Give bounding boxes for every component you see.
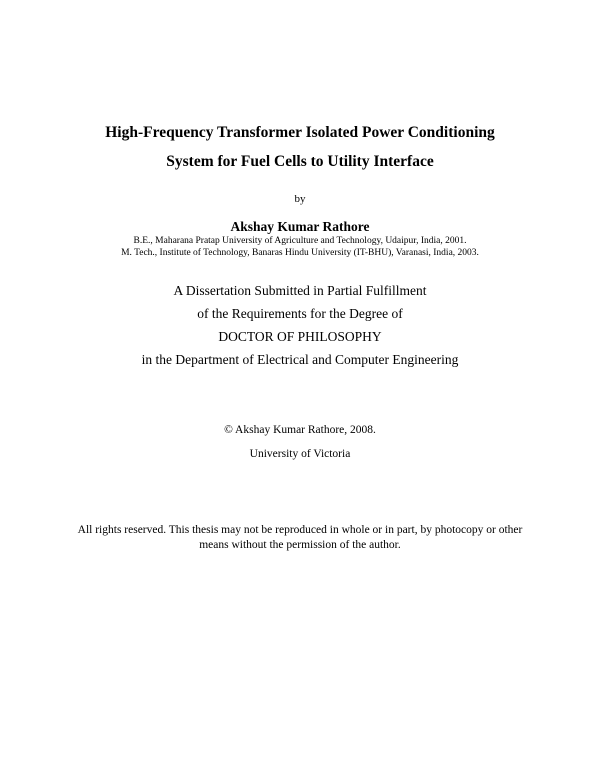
university-name: University of Victoria <box>249 448 351 460</box>
author-degree-1: B.E., Maharana Pratap University of Agriculture and Technology, Udaipur, India, 2001. <box>133 236 467 246</box>
dissertation-statement-line-2: of the Requirements for the Degree of <box>197 306 403 321</box>
author-degree-2: M. Tech., Institute of Technology, Banaras Hindu University (IT-BHU), Varanasi, India, 2003. <box>121 248 479 258</box>
by-label: by <box>294 193 306 205</box>
department-line: in the Department of Electrical and Computer Engineering <box>141 352 459 367</box>
rights-statement-line-2: means without the permission of the author. <box>199 539 401 551</box>
copyright-notice: © Akshay Kumar Rathore, 2008. <box>224 424 376 436</box>
rights-statement-line-1: All rights reserved. This thesis may not be reproduced in whole or in part, by photocopy or other <box>77 524 523 536</box>
thesis-title-line-1: High-Frequency Transformer Isolated Power Conditioning <box>105 124 495 141</box>
thesis-title-line-2: System for Fuel Cells to Utility Interface <box>166 153 434 170</box>
dissertation-statement-line-1: A Dissertation Submitted in Partial Fulfillment <box>173 283 427 298</box>
author-name: Akshay Kumar Rathore <box>230 219 370 234</box>
degree-name: DOCTOR OF PHILOSOPHY <box>218 329 382 344</box>
